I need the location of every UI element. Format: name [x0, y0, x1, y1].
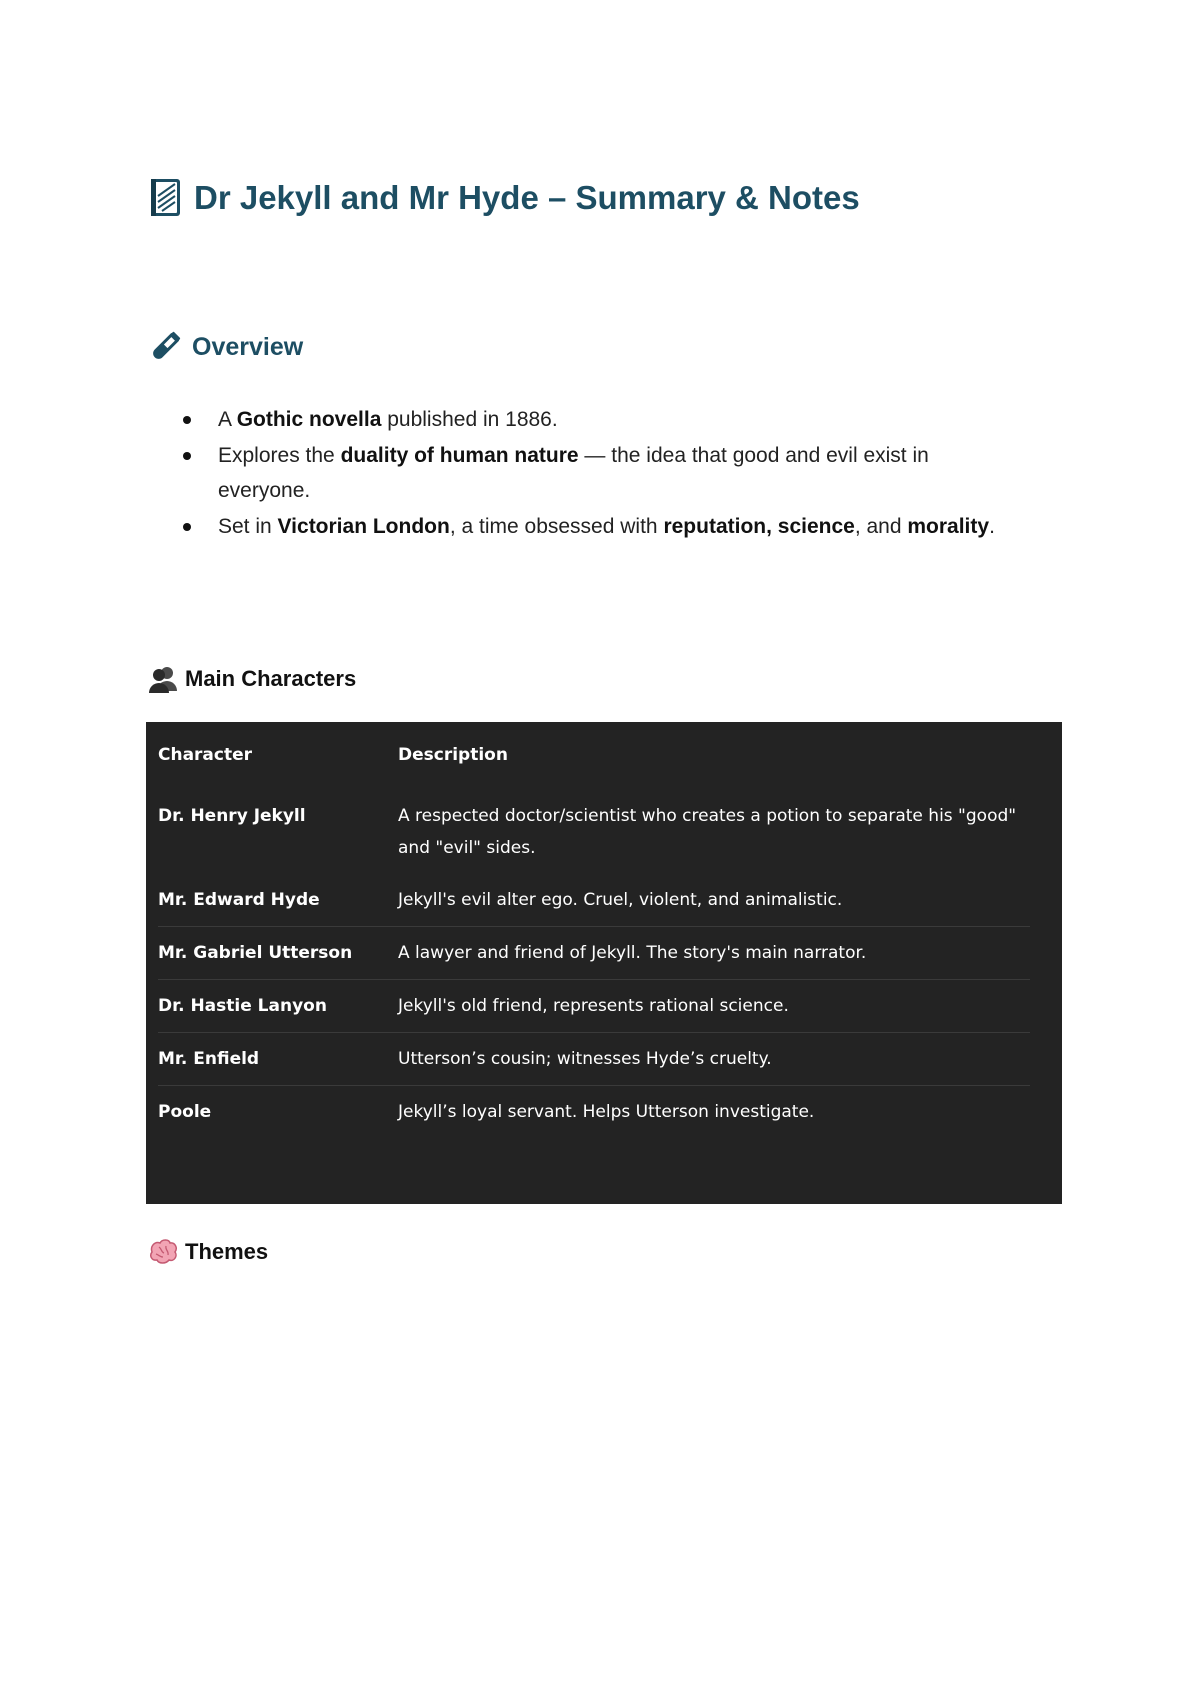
overview-bullet: [183, 402, 1013, 437]
table-row: [158, 927, 1030, 980]
table-row: [158, 800, 1030, 874]
characters-table-container: [146, 722, 1062, 1204]
character-name-cell: Mr. Enfield: [158, 1033, 398, 1086]
text-span: Set in: [218, 515, 278, 538]
test-tube-icon: [148, 330, 182, 364]
bold-text: morality: [907, 515, 990, 538]
characters-table: [158, 736, 1030, 1138]
characters-heading: Main Characters: [185, 666, 357, 691]
table-row: [158, 874, 1030, 927]
bold-text: Victorian London: [277, 515, 450, 538]
characters-heading-row: [148, 665, 356, 693]
themes-heading: Themes: [185, 1239, 269, 1264]
character-description-cell: Jekyll’s loyal servant. Helps Utterson investigate.: [398, 1102, 815, 1122]
column-header-description: Description: [398, 745, 508, 765]
character-name-cell: Mr. Gabriel Utterson: [158, 927, 398, 980]
overview-list: [183, 402, 1013, 545]
text-span: , and: [854, 515, 908, 538]
bold-text: Gothic novella: [236, 408, 382, 431]
character-name-cell: Poole: [158, 1102, 212, 1122]
character-description-cell: Jekyll's evil alter ego. Cruel, violent, and animalistic.: [398, 874, 1030, 927]
themes-heading-row: [148, 1238, 268, 1266]
text-span: — the idea that good and evil exist in everyone.: [218, 444, 929, 502]
table-header-row: [158, 736, 1030, 800]
notebook-icon: [148, 178, 182, 218]
overview-heading: Overview: [192, 332, 304, 361]
busts-in-silhouette-icon: [148, 665, 178, 693]
text-span: published in 1886.: [381, 408, 558, 431]
overview-bullet: [183, 509, 1013, 544]
character-name-cell: Dr. Hastie Lanyon: [158, 980, 398, 1033]
bold-text: reputation, science: [663, 515, 855, 538]
character-description-cell: A respected doctor/scientist who creates a potion to separate his "good" and "evil" sides.: [398, 806, 1017, 858]
text-span: , a time obsessed with: [449, 515, 664, 538]
text-span: .: [989, 515, 995, 538]
character-description-cell: A lawyer and friend of Jekyll. The story's main narrator.: [398, 927, 1030, 980]
text-span: A: [218, 408, 237, 431]
character-name-cell: Dr. Henry Jekyll: [158, 806, 306, 826]
brain-icon: [148, 1238, 178, 1266]
table-row: [158, 1033, 1030, 1086]
table-row: [158, 1086, 1030, 1139]
character-description-cell: Jekyll's old friend, represents rational science.: [398, 980, 1030, 1033]
character-name-cell: Mr. Edward Hyde: [158, 874, 398, 927]
column-header-character: Character: [158, 745, 253, 765]
text-span: Explores the: [218, 444, 341, 467]
bold-text: duality of human nature: [340, 444, 579, 467]
overview-bullet: [183, 438, 1013, 508]
document-title-row: [148, 178, 860, 218]
table-row: [158, 980, 1030, 1033]
character-description-cell: Utterson’s cousin; witnesses Hyde’s cruelty.: [398, 1033, 1030, 1086]
document-title: Dr Jekyll and Mr Hyde – Summary & Notes: [194, 179, 860, 216]
overview-heading-row: [148, 330, 303, 364]
